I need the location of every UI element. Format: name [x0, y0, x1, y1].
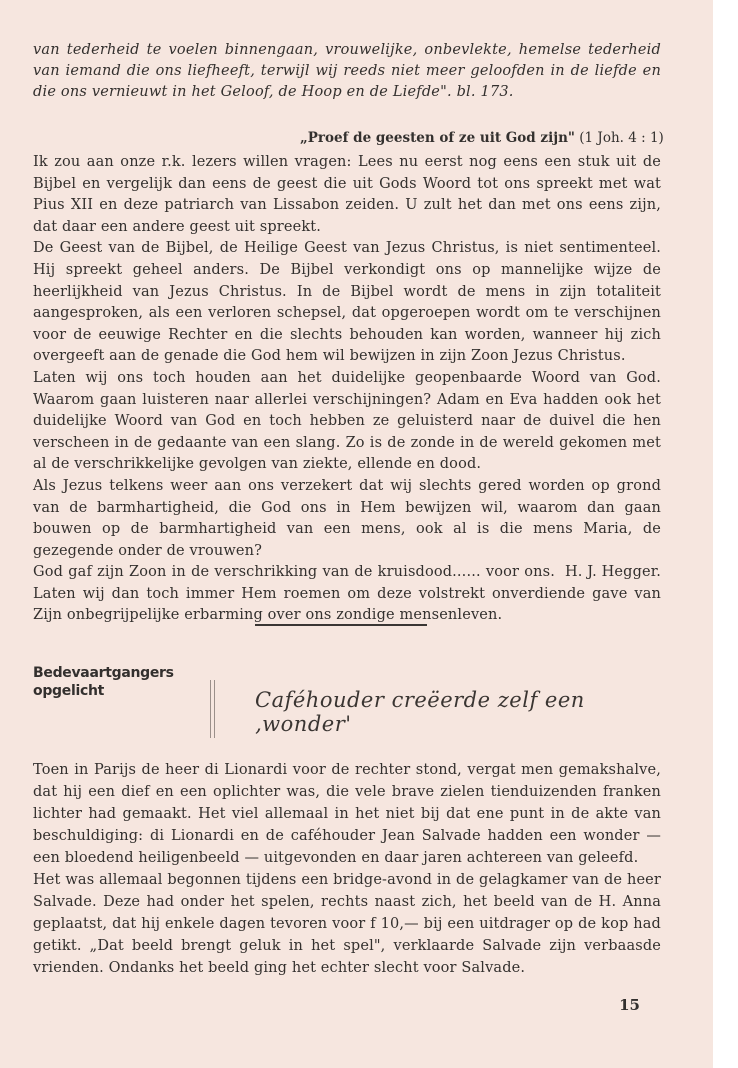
paragraph-text: God gaf zijn Zoon in de verschrikking van de kruisdood...... voor ons. Laten wij dan toch immer Hem roemen om deze volstrekt onverdiende gave van Zijn onbegrijpelijke erbarming over ons zondige mensenleven.	[33, 564, 661, 624]
side-heading-line: opgelicht	[33, 683, 105, 699]
paragraph: Ik zou aan onze r.k. lezers willen vragen: Lees nu eerst nog eens een stuk uit de Bijbel en vergelijk dan eens de geest die uit Gods Woord tot ons spreekt met wat Pius XII en deze patriarch van Lissabon zeiden. U zult het dan met ons eens zijn, dat daar een andere geest uit spreekt.	[33, 154, 661, 235]
vertical-rules	[210, 680, 218, 738]
paragraph: De Geest van de Bijbel, de Heilige Geest van Jezus Christus, is niet sentimenteel. Hij spreekt geheel anders. De Bijbel verkondigt ons op mannelijke wijze de heerlijkheid van Jezus Christus. In de Bijbel wordt de mens in zijn totaliteit aangesproken, als een verloren schepsel, dat opgeroepen wordt om te verschijnen voor de eeuwige Rechter en die slechts behouden kan worden, wanneer hij zich overgeeft aan de genade die God hem wil bewijzen in zijn Zoon Jezus Christus.	[33, 240, 661, 365]
intro-quote-text: van tederheid te voelen binnengaan, vrouwelijke, onbevlekte, hemelse tederheid van iemand die ons liefheeft, terwijl wij reeds niet meer geloofden in de liefde en die ons vernieuwt in het Geloof, de Hoop en de Liefde". bl. 173.	[33, 42, 661, 100]
paragraph: Laten wij ons toch houden aan het duidelijke geopenbaarde Woord van God. Waarom gaan luisteren naar allerlei verschijningen? Adam en Eva hadden ook het duidelijke Woord van God en toch hebben ze geluisterd naar de duivel die hen verscheen in de gedaante van een slang. Zo is de zonde in de wereld gekomen met al de verschrikkelijke gevolgen van ziekte, ellende en dood.	[33, 369, 661, 473]
section-heading	[300, 130, 662, 146]
article-title: Caféhouder creëerde zelf een ‚wonder'	[255, 688, 585, 736]
paragraph-last	[33, 562, 661, 627]
paragraph: Het was allemaal begonnen tijdens een bridge-avond in de gelagkamer van de heer Salvade. Deze had onder het spelen, rechts naast zich, het beeld van de H. Anna geplaatst, dat hij enkele dagen tevoren voor f 10,— bij een uitdrager op de kop had getikt. „Dat beeld brengt geluk in het spel", verklaarde Salvade zijn verbaasde vrienden. Ondanks het beeld ging het echter slecht voor Salvade.	[33, 872, 661, 976]
vertical-rule	[210, 680, 211, 738]
vertical-rule	[214, 680, 215, 738]
author-signature: H. J. Hegger.	[564, 564, 661, 581]
side-heading-line: Bedevaartgangers	[33, 665, 174, 681]
paragraph: Als Jezus telkens weer aan ons verzekert dat wij slechts gered worden op grond van de barmhartigheid, die God ons in Hem bewijzen wil, waarom dan gaan bouwen op de barmhartigheid van een mens, ook al is die mens Maria, de gezegende onder de vrouwen?	[33, 477, 661, 559]
intro-quote	[33, 40, 661, 103]
page-margin	[713, 0, 738, 1068]
side-heading	[33, 664, 193, 700]
article-body-2	[33, 759, 661, 979]
paragraph: Toen in Parijs de heer di Lionardi voor de rechter stond, vergat men gemakshalve, dat hij een dief en een oplichter was, die vele brave zielen tienduizenden franken lichter had gemaakt. Het viel allemaal in het niet bij dat ene punt in de akte van beschuldiging: di Lionardi en de caféhouder Jean Salvade hadden een wonder — een bloedend heiligenbeeld — uitgevonden en daar jaren achtereen van geleefd.	[33, 762, 661, 866]
article-body-1	[33, 152, 661, 627]
section-heading-title: „Proef de geesten of ze uit God zijn"	[300, 130, 575, 146]
section-heading-reference: (1 Joh. 4 : 1)	[579, 130, 664, 146]
section-divider	[255, 624, 427, 626]
page-number: 15	[619, 996, 640, 1014]
